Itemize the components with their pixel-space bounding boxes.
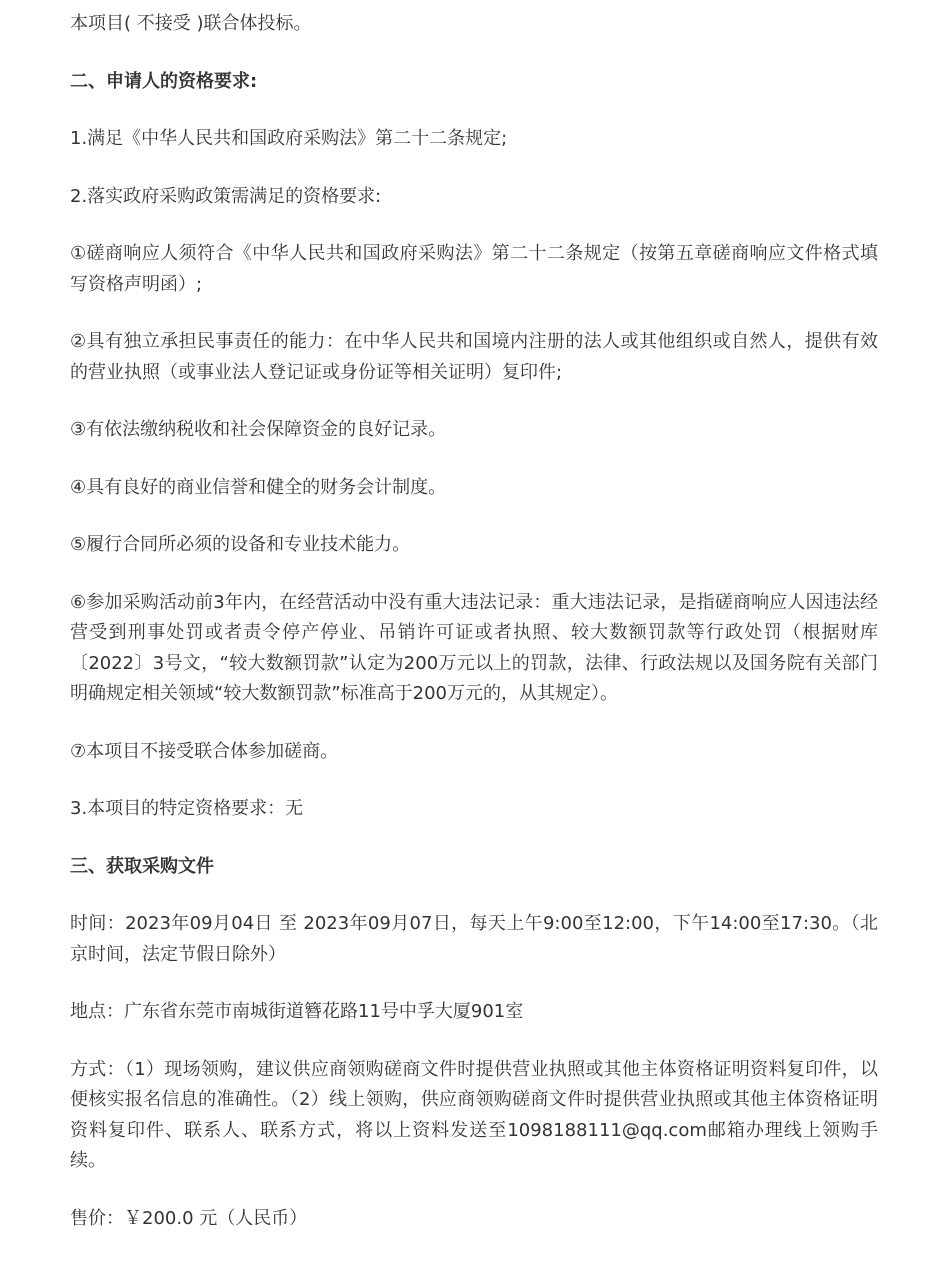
requirement-item: ⑥参加采购活动前3年内，在经营活动中没有重大违法记录：重大违法记录，是指磋商响应人因违法经营受到刑事处罚或者责令停产停业、吊销许可证或者执照、较大数额罚款等行政处罚（根据财库〔2022〕3号文，“较大数额罚款”认定为200万元以上的罚款，法律、行政法规以及国务院有关部门明确规定相关领域“较大数额罚款”标准高于200万元的，从其规定）。 bbox=[70, 591, 878, 704]
requirement-item: ③有依法缴纳税收和社会保障资金的良好记录。 bbox=[70, 419, 447, 440]
acquire-method: 方式：（1）现场领购，建议供应商领购磋商文件时提供营业执照或其他主体资格证明资料复印件，以便核实报名信息的准确性。（2）线上领购，供应商领购磋商文件时提供营业执照或其他主体资格证明资料复印件、联系人、联系方式，将以上资料发送至1098188111@qq.com邮箱办理线上领购手续。 bbox=[70, 1058, 878, 1171]
section3-heading: 三、获取采购文件 bbox=[70, 855, 214, 877]
acquire-location: 地点：广东省东莞市南城街道簪花路11号中孚大厦901室 bbox=[70, 1001, 524, 1022]
acquire-time: 时间：2023年09月04日 至 2023年09月07日，每天上午9:00至12:00，下午14:00至17:30。（北京时间，法定节假日除外） bbox=[70, 913, 878, 965]
requirement-item: ④具有良好的商业信誉和健全的财务会计制度。 bbox=[70, 476, 447, 498]
document-price: 售价：￥200.0 元（人民币） bbox=[70, 1207, 308, 1229]
requirement-item: ⑤履行合同所必须的设备和专业技术能力。 bbox=[70, 534, 411, 555]
requirement-3: 3.本项目的特定资格要求：无 bbox=[70, 798, 304, 819]
announcement-body bbox=[70, 9, 878, 1261]
consortium-line: 本项目( 不接受 )联合体投标。 bbox=[70, 13, 312, 34]
clipped-previous-line bbox=[330, 0, 760, 2]
requirement-item: ①磋商响应人须符合《中华人民共和国政府采购法》第二十二条规定（按第五章磋商响应文件格式填写资格声明函）; bbox=[70, 243, 878, 295]
requirement-item: ⑦本项目不接受联合体参加磋商。 bbox=[70, 740, 339, 762]
section2-heading: 二、申请人的资格要求: bbox=[70, 70, 258, 92]
requirement-1: 1.满足《中华人民共和国政府采购法》第二十二条规定; bbox=[70, 128, 508, 149]
requirement-item: ②具有独立承担民事责任的能力：在中华人民共和国境内注册的法人或其他组织或自然人，提供有效的营业执照（或事业法人登记证或身份证等相关证明）复印件; bbox=[70, 331, 878, 383]
requirement-2: 2.落实政府采购政策需满足的资格要求: bbox=[70, 185, 382, 207]
